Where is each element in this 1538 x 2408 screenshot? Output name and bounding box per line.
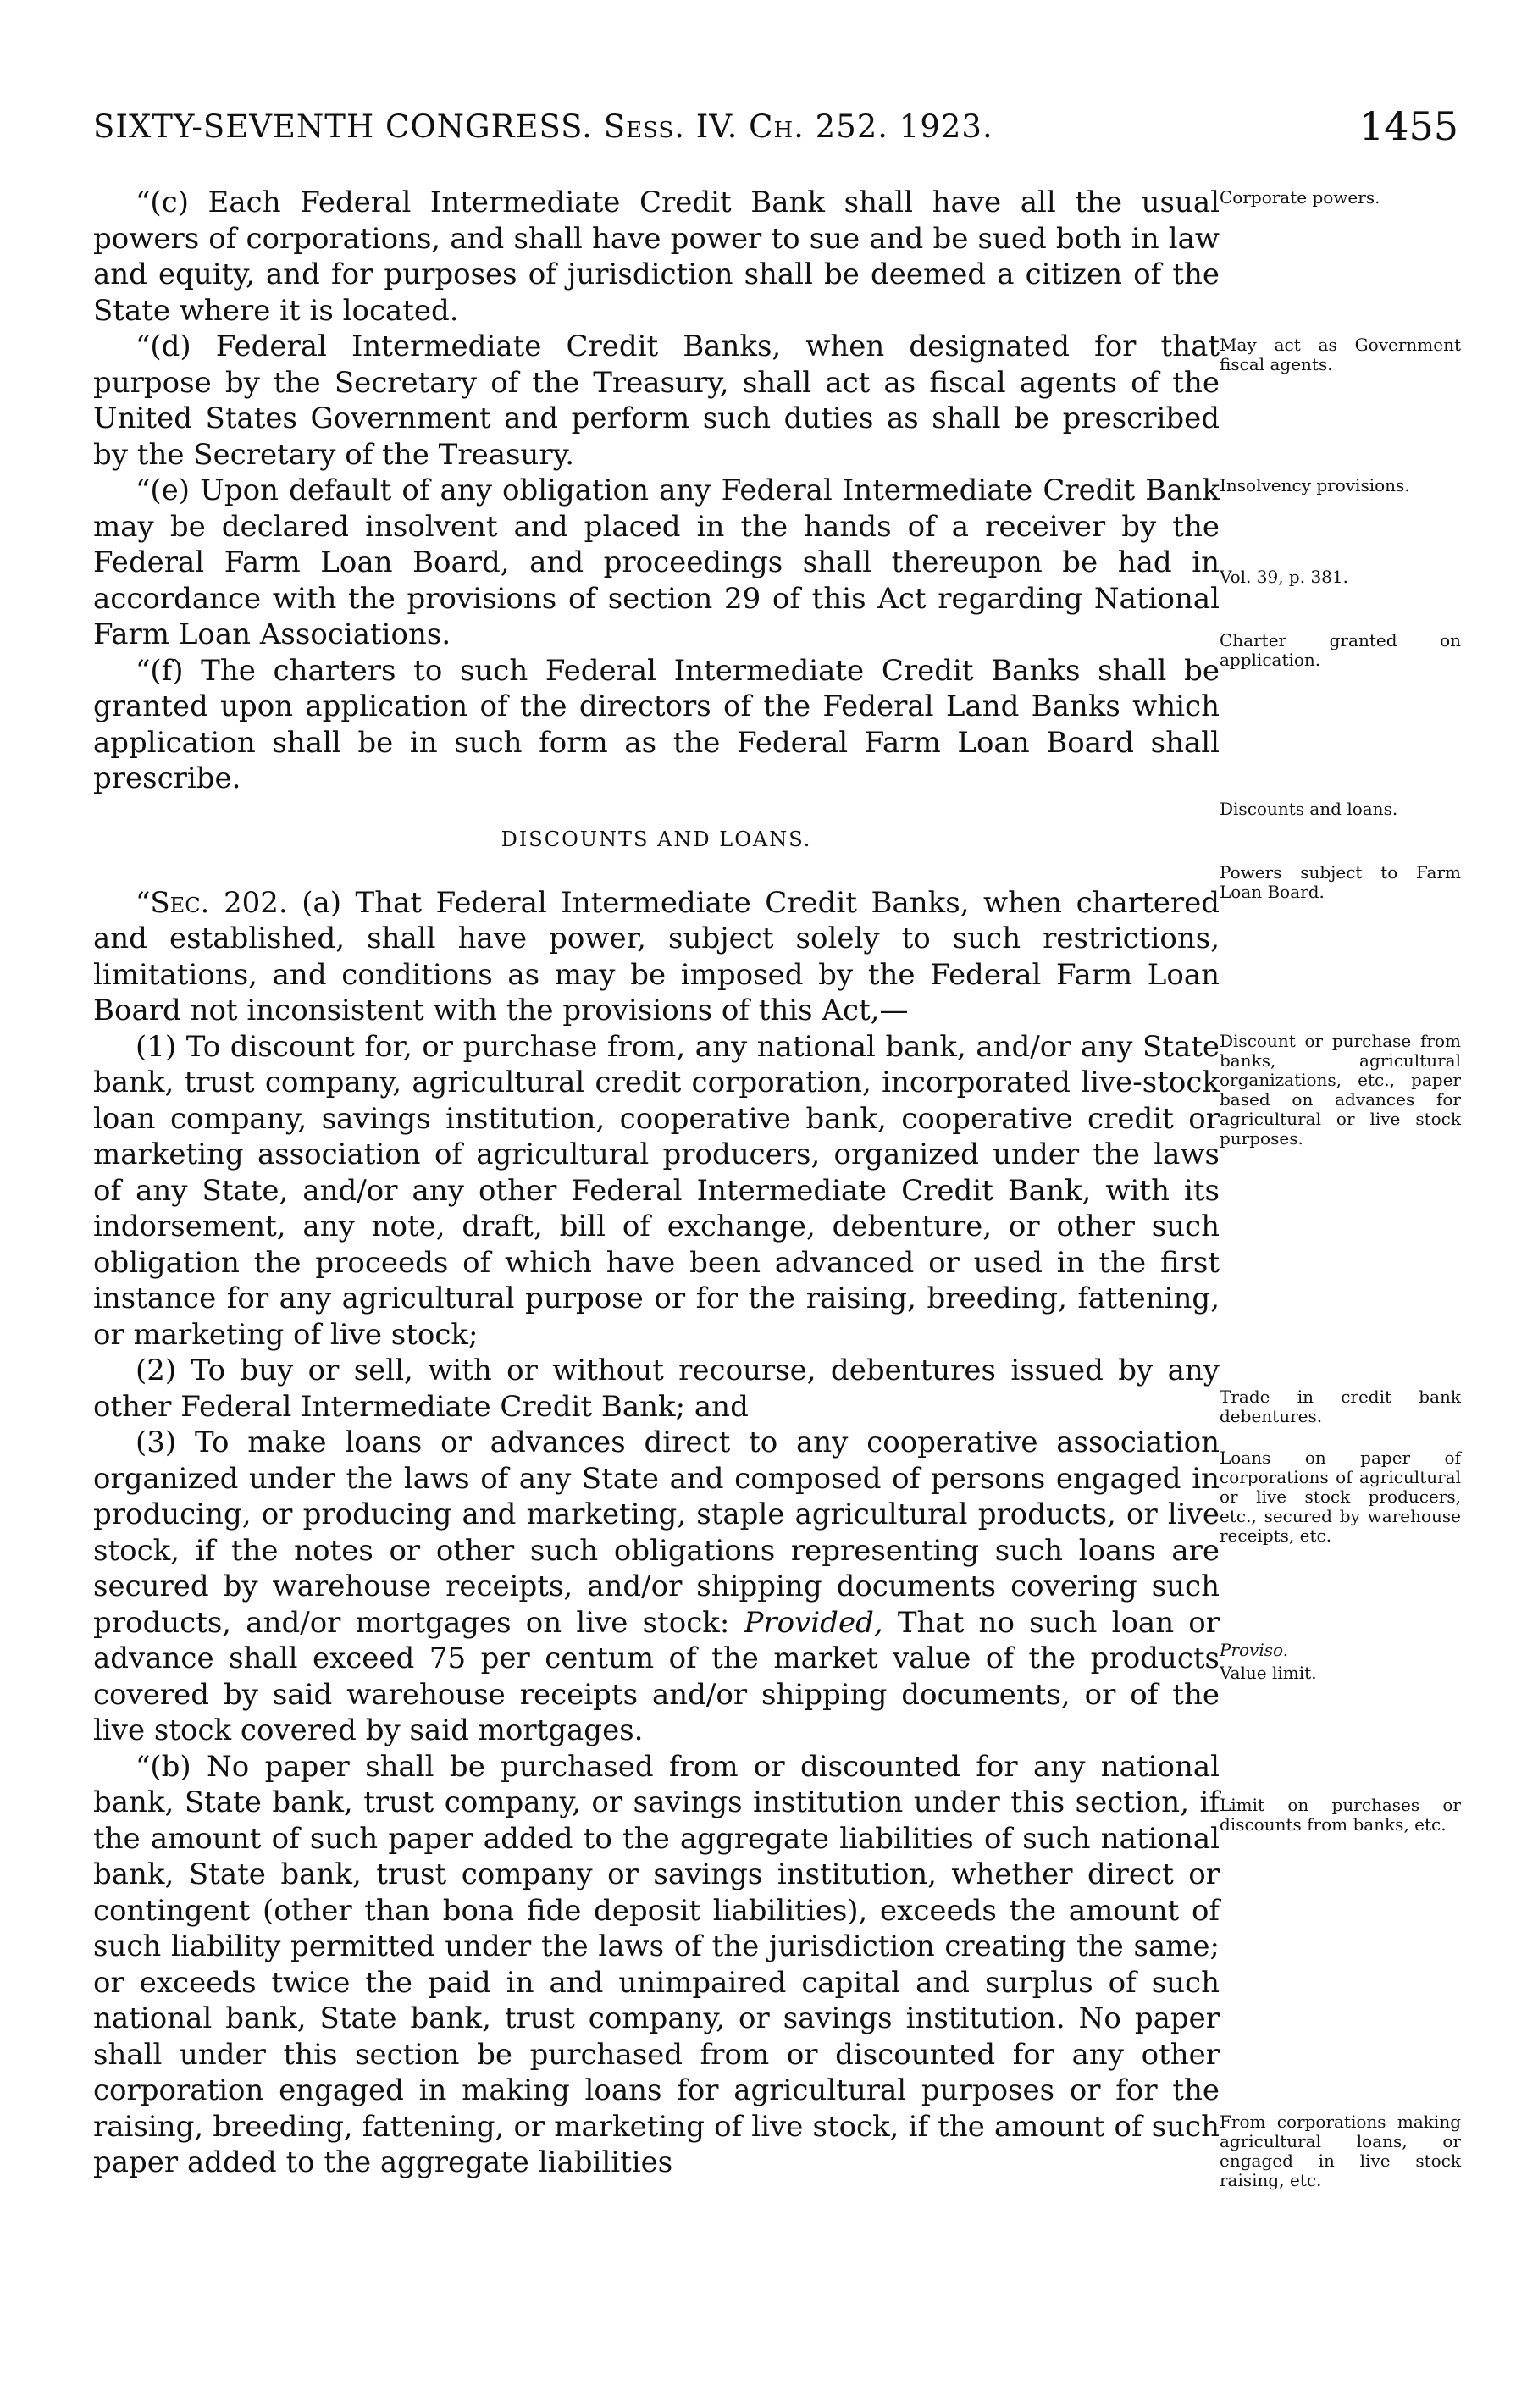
margin-note-limit-purchases: Limit on purchases or discounts from banks, etc. [1220, 1795, 1461, 1835]
main-text [93, 185, 1220, 2181]
paragraph-2-text: (2) To buy or sell, with or without recourse, debentures issued by any other Federal Intermediate Credit Bank; and [93, 1353, 1220, 1424]
paragraph-e [93, 473, 1220, 653]
session-label: Sess. IV. [603, 108, 739, 145]
paragraph-3-proviso-text: That no such loan or advance shall exceed 75 per centum of the market value of the products covered by said warehouse receipts and/or shipping documents, or of the live stock covered by said mortgages. [93, 1605, 1220, 1747]
section-heading: DISCOUNTS AND LOANS. [501, 827, 812, 851]
paragraph-1-text: (1) To discount for, or purchase from, any national bank, and/or any State bank, trust company, agricultural credit corporation, incorporated live-stock loan company, savings institution, cooperative bank, cooperative credit or marketing association of agricultural producers, organized under the laws of any State, and/or any other Federal Intermediate Credit Bank, with its indorsement, any note, draft, bill of exchange, debenture, or other such obligation the proceeds of which have been advanced or used in the first instance for any agricultural purpose or for the raising, breeding, fattening, or marketing of live stock; [93, 1029, 1220, 1352]
paragraph-3-text: (3) To make loans or advances direct to any cooperative association organized under the laws of any State and composed of persons engaged in producing, or producing and marketing, staple agricultural products, or live stock, if the notes or other such obligations representing such loans are secured by warehouse receipts, and/or shipping documents covering such products, and/or mortgages on live stock: [93, 1425, 1220, 1640]
paragraph-e-text: “(e) Upon default of any obligation any Federal Intermediate Credit Bank may be declared insolvent and placed in the hands of a receiver by the Federal Farm Loan Board, and proceedings shall thereupon be had in accordance with the provisions of section 29 of this Act regarding National Farm Loan Associations. [93, 473, 1220, 651]
provided-italic: Provided, [744, 1605, 883, 1640]
proviso-italic: Proviso. [1220, 1640, 1289, 1660]
paragraph-f-text: “(f) The charters to such Federal Intermediate Credit Banks shall be granted upon application of the directors of the Federal Land Banks which application shall be in such form as the Federal Farm Loan Board shall prescribe. [93, 653, 1220, 795]
margin-note-discounts: Discounts and loans. [1220, 799, 1398, 819]
running-head [93, 108, 993, 145]
paragraph-d-text: “(d) Federal Intermediate Credit Banks, when designated for that purpose by the Secretary of the Treasury, shall act as fiscal agents of the United States Government and perform such duties as shall be prescribed by the Secretary of the Treasury. [93, 329, 1220, 472]
margin-note-insolvency: Insolvency provisions. [1220, 475, 1410, 495]
section-202-text: 202. (a) That Federal Intermediate Credit Banks, when chartered and established, shall have power, subject solely to such restrictions, limitations, and conditions as may be imposed by the Federal Farm Loan Board not inconsistent with the provisions of this Act,— [93, 885, 1220, 1027]
paragraph-c-text: “(c) Each Federal Intermediate Credit Bank shall have all the usual powers of corporations, and shall have power to sue and be sued both in law and equity, and for purposes of jurisdiction shall be deemed a citizen of the State where it is located. [93, 185, 1220, 328]
margin-note-fiscal-agents: May act as Government fiscal agents. [1220, 335, 1461, 374]
paragraph-1 [93, 1029, 1220, 1353]
paragraph-d [93, 329, 1220, 473]
margin-note-from-corporations: From corporations making agricultural loans, or engaged in live stock raising, etc. [1220, 2112, 1461, 2190]
paragraph-b [93, 1749, 1220, 2181]
page-number: 1455 [1358, 103, 1458, 149]
margin-note-loans-paper: Loans on paper of corporations of agricultural or live stock producers, etc., secured by warehouse receipts, etc. [1220, 1448, 1461, 1546]
margin-note-value-limit: Value limit. [1220, 1663, 1317, 1683]
section-202 [93, 885, 1220, 1029]
congress-title: SIXTY-SEVENTH CONGRESS. [93, 108, 593, 145]
margin-note-proviso [1220, 1641, 1461, 1660]
margin-note-vol-ref: Vol. 39, p. 381. [1220, 567, 1348, 587]
margin-note-corporate-powers: Corporate powers. [1220, 187, 1380, 208]
paragraph-f [93, 653, 1220, 797]
margin-note-charter: Charter granted on application. [1220, 630, 1461, 670]
paragraph-3 [93, 1425, 1220, 1749]
chapter-label: Ch. 252. [749, 108, 889, 145]
paragraph-b-text: “(b) No paper shall be purchased from or discounted for any national bank, State bank, trust company, or savings institution under this section, if the amount of such paper added to the aggregate liabilities of such national bank, State bank, trust company or savings institution, whether direct or contingent (other than bona fide deposit liabilities), exceeds the amount of such liability permitted under the laws of the jurisdiction creating the same; or exceeds twice the paid in and unimpaired capital and surplus of such national bank, State bank, trust company, or savings institution. No paper shall under this section be purchased from or discounted for any other corporation engaged in making loans for agricultural purposes or for the raising, breeding, fattening, or marketing of live stock, if the amount of such paper added to the aggregate liabilities [93, 1749, 1220, 2179]
page-header [93, 103, 1458, 159]
paragraph-2 [93, 1353, 1220, 1425]
year-label: 1923. [899, 108, 993, 145]
margin-note-trade-debentures: Trade in credit bank debentures. [1220, 1387, 1461, 1426]
margin-note-powers-subject: Powers subject to Farm Loan Board. [1220, 862, 1461, 902]
paragraph-c [93, 185, 1220, 329]
sec-label: “Sec. [136, 885, 210, 920]
margin-note-discount-purchase: Discount or purchase from banks, agricultural organizations, etc., paper based on advances for agricultural or live stock purposes. [1220, 1031, 1461, 1149]
